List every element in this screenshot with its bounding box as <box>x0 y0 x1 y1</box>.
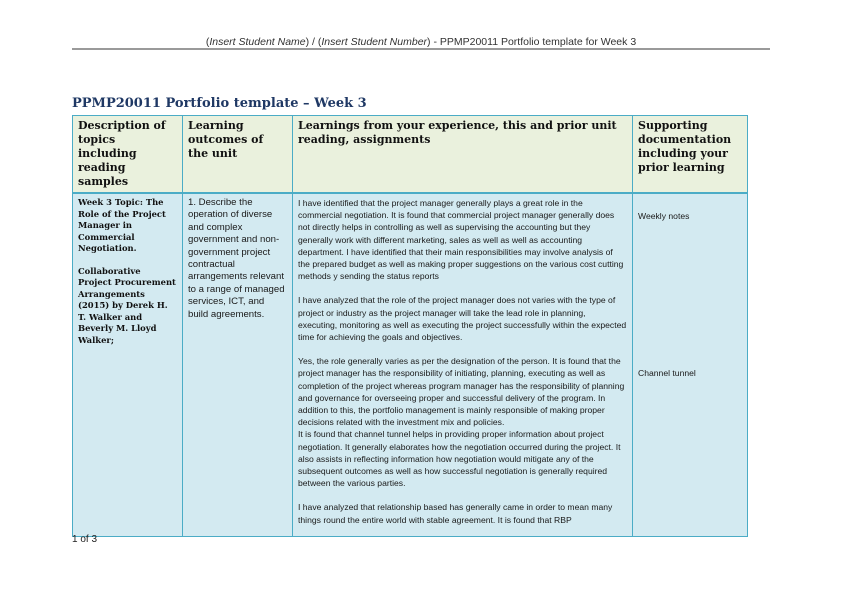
page-title: PPMP20011 Portfolio template – Week 3 <box>72 96 367 111</box>
learning-paragraph: Yes, the role generally varies as per the designation of the person. It is found that the project manager has the responsibility of initiating, planning, executing as well as completion of the project whereas program manager has the responsibility of planning and governance for overseeing proper and successful delivery of the program. In addition to this, the portfolio management is mainly responsible of making proper decisions related with the investment mix and policies. <box>298 356 625 428</box>
table-row <box>73 193 748 537</box>
page-number: 1 of 3 <box>72 534 98 545</box>
header-learnings: Learnings from your experience, this and prior unit reading, assignments <box>293 116 633 194</box>
header-supporting-docs: Supporting documentation including your prior learning <box>633 116 748 194</box>
learning-paragraph: I have analyzed that relationship based has generally came in order to mean many things round the entire world with stable agreement. It is found that RBP <box>298 502 613 525</box>
header-outcomes: Learning outcomes of the unit <box>183 116 293 194</box>
topic-cell <box>73 193 183 537</box>
support-cell <box>633 193 748 537</box>
portfolio-table <box>72 115 748 537</box>
learning-paragraph: It is found that channel tunnel helps in providing proper information about project negotiation. It generally elaborates how the negotiation occurred during the project. It also assists in reflecting information how negotiation would mitigate any of the subsequent outcomes as well as how successful negotiation is generally required between the various parties. <box>298 429 621 489</box>
outcome-cell <box>183 193 293 537</box>
support-item: Weekly notes <box>638 211 690 221</box>
table-header-row <box>73 116 748 194</box>
reading-sample: Collaborative Project Procurement Arrangements (2015) by Derek H. T. Walker and Beverly M. Lloyd Walker; <box>78 265 176 345</box>
learning-paragraph: I have analyzed that the role of the project manager does not varies with the type of project or industry as the project manager will take the lead role in planning, executing, monitoring as well as executing the project successfully within the expected time for achieving the goals and objectives. <box>298 295 627 343</box>
learning-paragraph: I have identified that the project manager generally plays a great role in the commercial negotiation. It is found that commercial project manager generally does not directly helps in controlling as well as supervising the accounting but they generally work with different marketing, sales as well as well as accounting department. I have identified that their main responsibilities may involve analysis of the prepared budget as well as making proper suggestions on the various cost cutting methods y sending the status reports <box>298 198 624 282</box>
student-number-placeholder: Insert Student Number <box>321 36 428 48</box>
student-name-placeholder: Insert Student Name <box>209 36 306 48</box>
week-topic: Week 3 Topic: The Role of the Project Manager in Commercial Negotiation. <box>78 197 166 253</box>
header-suffix: PPMP20011 Portfolio template for Week 3 <box>439 36 637 48</box>
page-header: (Insert Student Name) / (Insert Student Number) - PPMP20011 Portfolio template for Week 3 <box>205 36 637 48</box>
learnings-cell <box>293 193 633 537</box>
support-item: Channel tunnel <box>638 368 696 378</box>
learning-outcome: 1. Describe the operation of diverse and complex government and non-government project contractual arrangements relevant to a range of managed services, ICT, and build agreements. <box>188 197 285 320</box>
header-divider <box>72 48 770 50</box>
header-topics: Description of topics including reading samples <box>73 116 183 194</box>
